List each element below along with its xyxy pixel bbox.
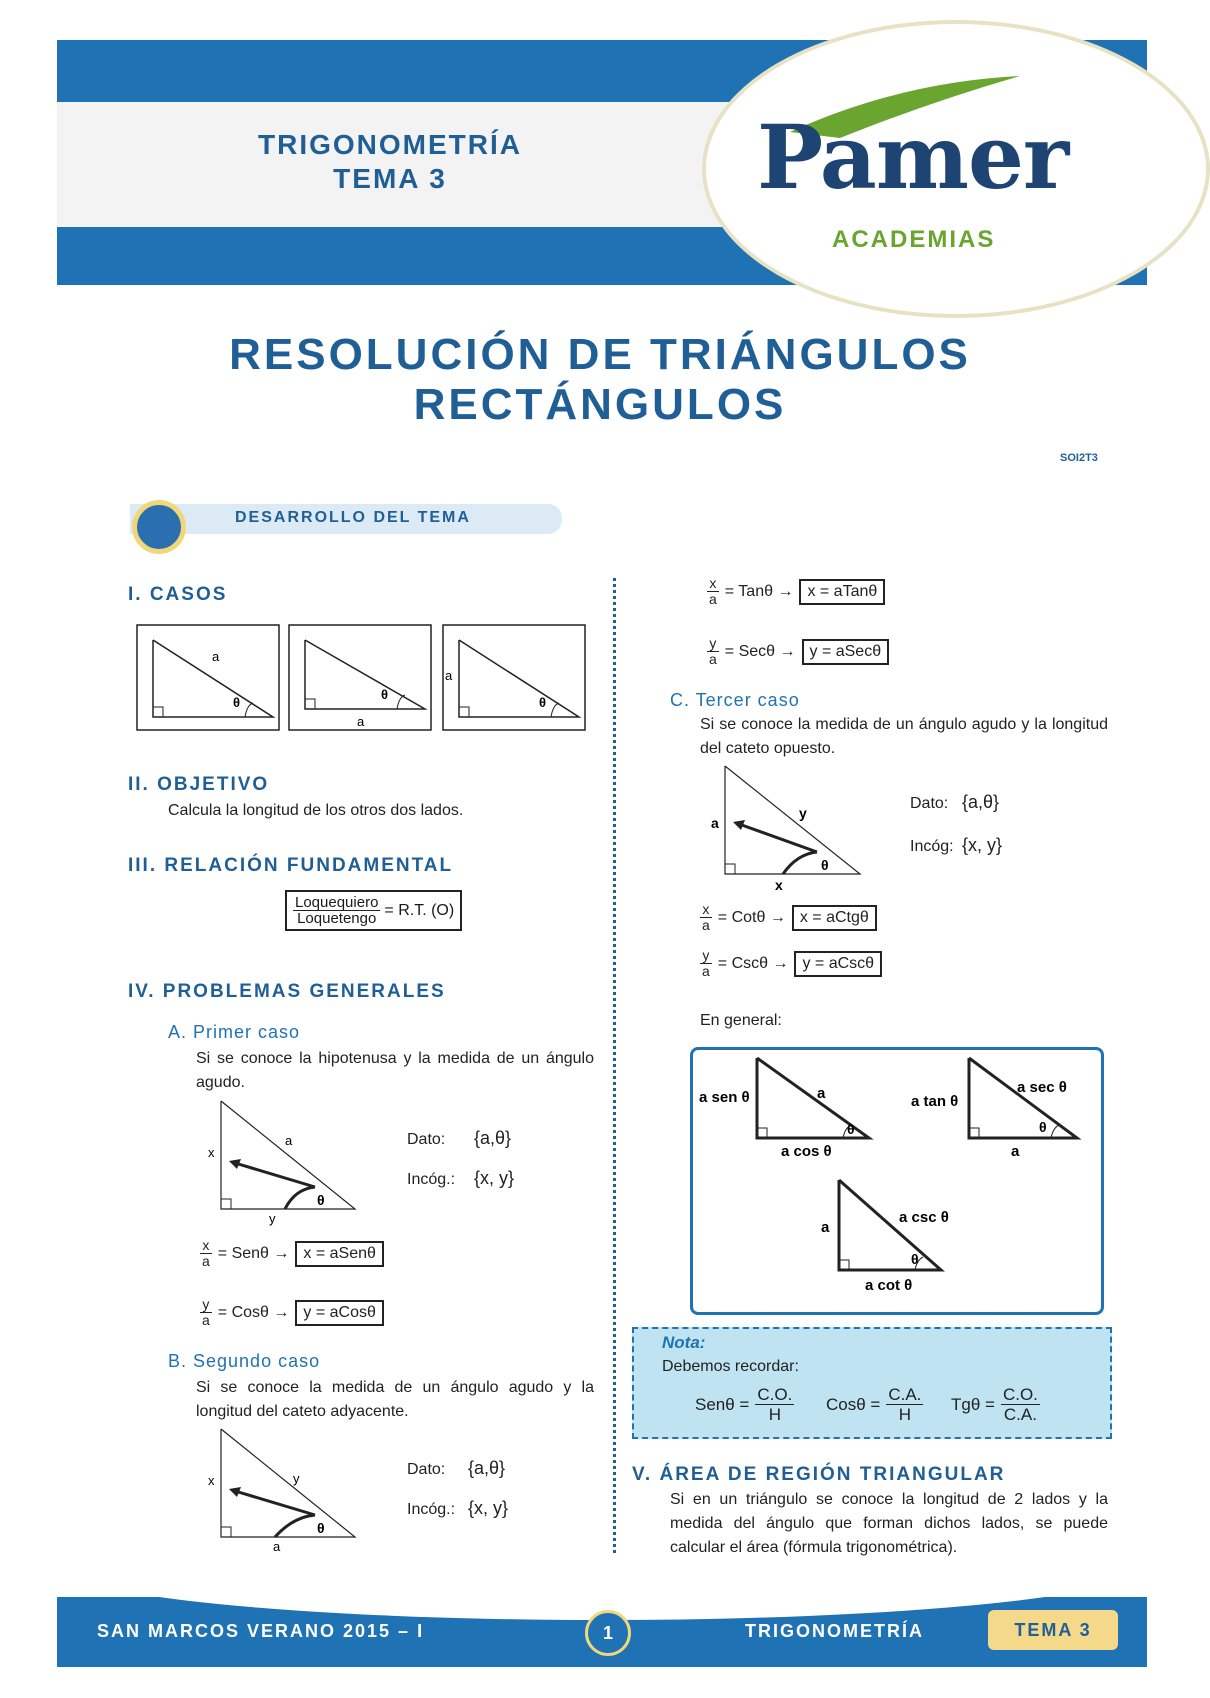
general-label: En general: bbox=[700, 1012, 782, 1029]
tercer-caso-eq1 bbox=[700, 902, 877, 933]
gen2-theta-label: θ bbox=[1039, 1119, 1047, 1135]
nota-sen-num: C.O. bbox=[757, 1385, 793, 1404]
page-number: 1 bbox=[585, 1610, 631, 1656]
primer-caso-title: A. Primer caso bbox=[168, 1022, 301, 1042]
eq-den: a bbox=[709, 591, 717, 607]
nota-sen-lhs: Senθ = bbox=[695, 1394, 750, 1414]
tercer-caso-a-label: a bbox=[711, 815, 719, 831]
primer-caso-dato-label: Dato: bbox=[407, 1131, 446, 1148]
nota-sen-den: H bbox=[768, 1405, 781, 1424]
eq-mid: = Cscθ → bbox=[717, 954, 789, 972]
gen3-hyp-label: a csc θ bbox=[899, 1209, 949, 1226]
footer-tema-badge: TEMA 3 bbox=[988, 1610, 1118, 1650]
segundo-caso-eq2 bbox=[707, 636, 889, 667]
caso2-angle-label: θ bbox=[381, 687, 389, 702]
eq-result-box: y = aCscθ bbox=[794, 951, 882, 977]
logo-subtitle: ACADEMIAS bbox=[832, 226, 996, 253]
tercer-caso-dato-label: Dato: bbox=[910, 795, 949, 812]
nota-tg-lhs: Tgθ = bbox=[951, 1394, 995, 1414]
page-title bbox=[120, 330, 1080, 430]
primer-caso-theta-label: θ bbox=[317, 1192, 325, 1208]
general-triangle-1 bbox=[699, 1058, 869, 1160]
relacion-numerator: Loquequiero bbox=[295, 894, 379, 911]
nota-sen-fraction bbox=[755, 1385, 794, 1424]
relacion-denominator: Loquetengo bbox=[297, 910, 377, 927]
primer-caso-incog-label: Incóg.: bbox=[407, 1171, 456, 1188]
nota-tg-den: C.A. bbox=[1003, 1405, 1037, 1424]
segundo-caso-y-label: y bbox=[293, 1471, 300, 1486]
caso-figure-2 bbox=[289, 625, 431, 730]
objetivo-text: Calcula la longitud de los otros dos lados. bbox=[168, 802, 464, 819]
eq-num: x bbox=[700, 902, 712, 918]
primer-caso-dato-value: {a,θ} bbox=[474, 1128, 512, 1148]
relacion-rhs: = R.T. (O) bbox=[384, 901, 455, 919]
nota-cos bbox=[826, 1385, 923, 1424]
tema-text: TEMA 3 bbox=[333, 163, 447, 194]
eq-mid: = Cosθ → bbox=[217, 1303, 290, 1321]
casos-figures bbox=[137, 625, 589, 731]
segundo-caso-dato-label: Dato: bbox=[407, 1461, 446, 1478]
general-triangle-3 bbox=[821, 1180, 949, 1294]
segundo-caso-figure bbox=[205, 1425, 365, 1554]
title-line-1: RESOLUCIÓN DE TRIÁNGULOS bbox=[229, 330, 971, 379]
segundo-caso-text: Si se conoce la medida de un ángulo agudo y la longitud del cateto adyacente. bbox=[196, 1379, 594, 1420]
nota-sen bbox=[695, 1385, 794, 1424]
nota-tg-num: C.O. bbox=[1002, 1385, 1038, 1404]
tercer-caso-y-label: y bbox=[799, 805, 807, 821]
segundo-caso-dato-value: {a,θ} bbox=[468, 1458, 506, 1478]
tercer-caso-text: Si se conoce la medida de un ángulo agudo y la longitud del cateto opuesto. bbox=[700, 716, 1108, 757]
nota-cos-den: H bbox=[898, 1405, 912, 1424]
eq-den: a bbox=[202, 1253, 210, 1269]
gen2-hyp-label: a sec θ bbox=[1017, 1079, 1067, 1096]
primer-caso-figure bbox=[205, 1097, 365, 1226]
segundo-caso-theta-label: θ bbox=[317, 1520, 325, 1536]
tercer-caso-title: C. Tercer caso bbox=[670, 690, 800, 710]
eq-den: a bbox=[202, 1312, 210, 1328]
tercer-caso-theta-label: θ bbox=[821, 857, 829, 873]
eq-result-box: x = aTanθ bbox=[799, 579, 885, 605]
caso1-angle-label: θ bbox=[233, 695, 241, 710]
caso-figure-3 bbox=[443, 625, 585, 730]
segundo-caso-title: B. Segundo caso bbox=[168, 1351, 321, 1371]
relacion-fraction bbox=[293, 895, 380, 926]
gen2-bottom-label: a bbox=[1011, 1143, 1020, 1160]
relacion-formula-box bbox=[285, 890, 462, 931]
eq-fraction bbox=[200, 1238, 212, 1269]
heading-problemas: IV. PROBLEMAS GENERALES bbox=[128, 981, 446, 1002]
eq-result-box: y = aCosθ bbox=[295, 1300, 383, 1326]
eq-num: x bbox=[707, 576, 719, 592]
segundo-caso-incog-label: Incóg.: bbox=[407, 1501, 456, 1518]
segundo-caso-eq1 bbox=[707, 576, 885, 607]
area-text: Si en un triángulo se conoce la longitud de 2 lados y la medida del ángulo que forman dichos lados, se puede calcular el área (fórmula trigonométrica). bbox=[670, 1491, 1108, 1556]
caso3-side-label: a bbox=[445, 668, 453, 683]
primer-caso-a-label: a bbox=[285, 1133, 293, 1148]
gen3-left-label: a bbox=[821, 1219, 830, 1236]
footer-subject: TRIGONOMETRÍA bbox=[745, 1621, 924, 1641]
logo-text: Pamer bbox=[757, 105, 1069, 209]
caso-figure-1 bbox=[137, 625, 279, 730]
eq-result-box: y = aSecθ bbox=[802, 639, 890, 665]
gen1-bottom-label: a cos θ bbox=[781, 1143, 832, 1160]
eq-den: a bbox=[709, 651, 717, 667]
primer-caso-text: Si se conoce la hipotenusa y la medida de un ángulo agudo. bbox=[196, 1050, 594, 1091]
gen1-hyp-label: a bbox=[817, 1085, 826, 1102]
nota-text: Debemos recordar: bbox=[662, 1358, 799, 1375]
general-triangle-2 bbox=[911, 1058, 1077, 1160]
eq-result-box: x = aSenθ bbox=[295, 1241, 384, 1267]
eq-den: a bbox=[702, 963, 710, 979]
column-divider bbox=[613, 578, 616, 1553]
tercer-caso-incog-value: {x, y} bbox=[962, 835, 1003, 855]
heading-casos: I. CASOS bbox=[128, 584, 228, 605]
eq-fraction bbox=[707, 576, 719, 607]
eq-num: y bbox=[707, 636, 719, 652]
nota-cos-lhs: Cosθ = bbox=[826, 1394, 881, 1414]
tercer-caso-dato-value: {a,θ} bbox=[962, 792, 1000, 812]
segundo-caso-incog-value: {x, y} bbox=[468, 1498, 509, 1518]
section-bullet-icon bbox=[132, 500, 186, 554]
primer-caso-eq1 bbox=[200, 1238, 384, 1269]
gen3-theta-label: θ bbox=[911, 1251, 919, 1267]
caso2-side-label: a bbox=[357, 714, 365, 729]
nota-cos-num: C.A. bbox=[888, 1385, 922, 1404]
caso3-angle-label: θ bbox=[539, 695, 547, 710]
document-code: SOI2T3 bbox=[1060, 452, 1098, 464]
gen1-theta-label: θ bbox=[847, 1121, 855, 1137]
general-triangles bbox=[693, 1050, 1097, 1306]
eq-fraction bbox=[707, 636, 719, 667]
primer-caso-incog-value: {x, y} bbox=[474, 1168, 515, 1188]
subject-text: TRIGONOMETRÍA bbox=[258, 129, 522, 160]
nota-tg-fraction bbox=[1001, 1385, 1040, 1424]
segundo-caso-x-label: x bbox=[208, 1473, 215, 1488]
segundo-caso-a-label: a bbox=[273, 1539, 281, 1554]
gen2-left-label: a tan θ bbox=[911, 1093, 959, 1110]
eq-num: y bbox=[700, 948, 712, 964]
eq-result-box: x = aCtgθ bbox=[792, 905, 877, 931]
nota-cos-fraction bbox=[886, 1385, 923, 1424]
primer-caso-x-label: x bbox=[208, 1145, 215, 1160]
eq-mid: = Cotθ → bbox=[717, 908, 786, 926]
gen3-bottom-label: a cot θ bbox=[865, 1277, 913, 1294]
caso1-side-label: a bbox=[212, 649, 220, 664]
header-subject bbox=[200, 128, 580, 196]
heading-objetivo: II. OBJETIVO bbox=[128, 774, 270, 795]
tercer-caso-figure bbox=[705, 762, 870, 892]
primer-caso-eq2 bbox=[200, 1297, 384, 1328]
tercer-caso-incog-label: Incóg: bbox=[910, 838, 954, 855]
eq-mid: = Tanθ → bbox=[724, 582, 794, 600]
section-banner-label: DESARROLLO DEL TEMA bbox=[235, 509, 471, 526]
eq-den: a bbox=[702, 917, 710, 933]
nota-title: Nota: bbox=[662, 1333, 706, 1352]
eq-num: y bbox=[200, 1297, 212, 1313]
heading-area: V. ÁREA DE REGIÓN TRIANGULAR bbox=[632, 1464, 1006, 1485]
title-line-2: RECTÁNGULOS bbox=[413, 380, 787, 429]
gen1-left-label: a sen θ bbox=[699, 1089, 750, 1106]
footer-course: SAN MARCOS VERANO 2015 – I bbox=[97, 1621, 425, 1641]
eq-num: x bbox=[200, 1238, 212, 1254]
eq-fraction bbox=[700, 948, 712, 979]
heading-relacion: III. RELACIÓN FUNDAMENTAL bbox=[128, 855, 454, 876]
eq-mid: = Secθ → bbox=[724, 642, 796, 660]
primer-caso-y-label: y bbox=[269, 1211, 276, 1226]
tercer-caso-x-label: x bbox=[775, 877, 783, 893]
nota-tg bbox=[951, 1385, 1040, 1424]
eq-fraction bbox=[200, 1297, 212, 1328]
eq-mid: = Senθ → bbox=[217, 1244, 290, 1262]
eq-fraction bbox=[700, 902, 712, 933]
tercer-caso-eq2 bbox=[700, 948, 882, 979]
